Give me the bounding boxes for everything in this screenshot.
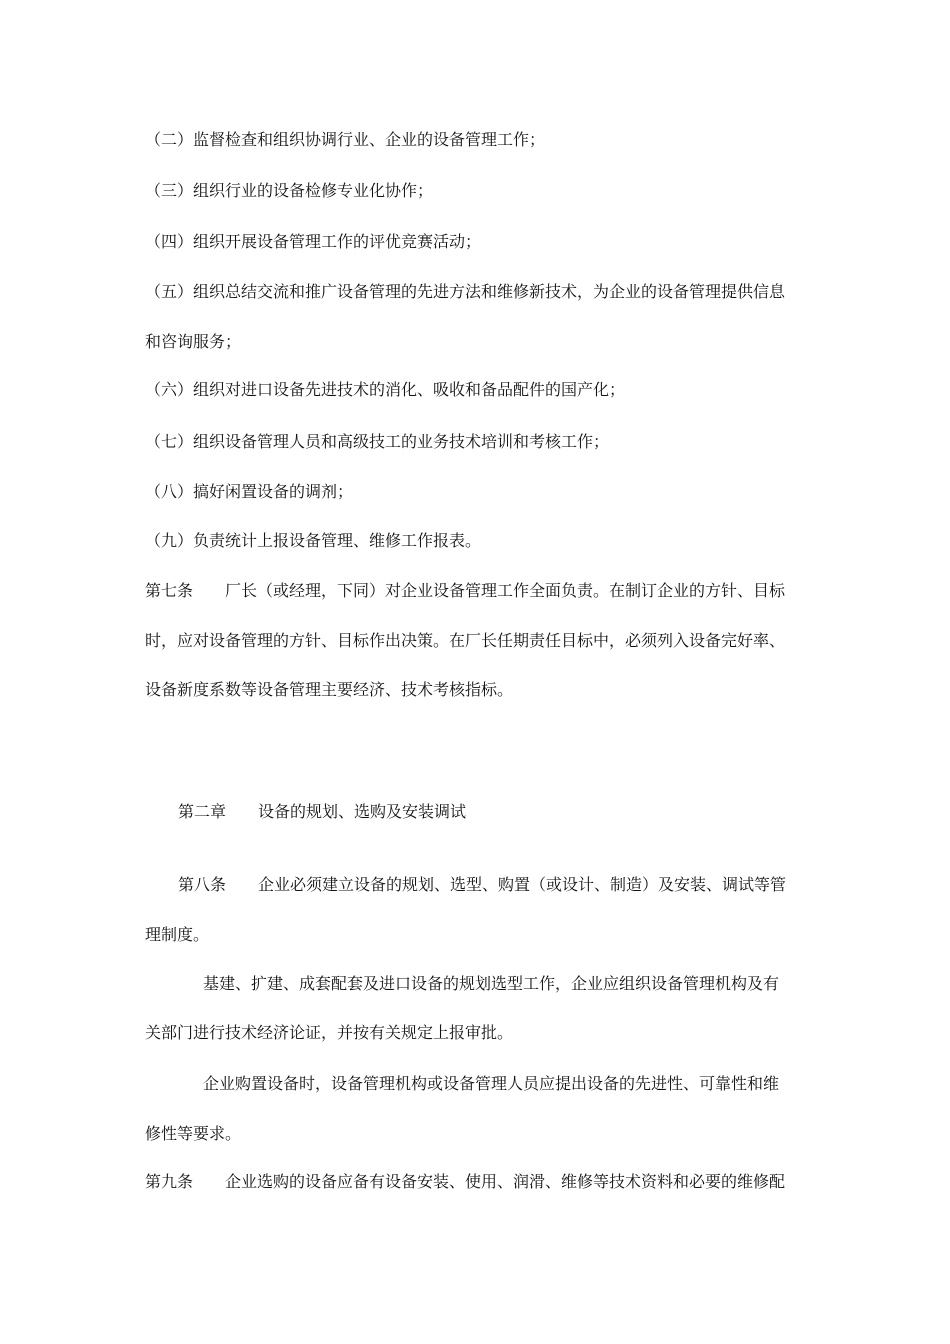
article-7-line-2: 时，应对设备管理的方针、目标作出决策。在厂长任期责任目标中，必须列入设备完好率、 <box>145 631 786 650</box>
item-7: （七）组织设备管理人员和高级技工的业务技术培训和考核工作； <box>145 432 610 451</box>
item-5-line-2: 和咨询服务； <box>145 332 242 351</box>
article-8-para-3-line-2: 修性等要求。 <box>145 1124 242 1143</box>
article-9-label: 第九条 <box>145 1172 194 1191</box>
item-2: （二）监督检查和组织协调行业、企业的设备管理工作； <box>145 130 546 149</box>
item-3: （三）组织行业的设备检修专业化协作； <box>145 181 434 200</box>
item-8: （八）搞好闲置设备的调剂； <box>145 482 354 501</box>
article-9-line-1 <box>145 1172 815 1192</box>
article-8-para-3-line-1: 企业购置设备时，设备管理机构或设备管理人员应提出设备的先进性、可靠性和维 <box>203 1074 780 1093</box>
article-8-line-2: 理制度。 <box>145 925 210 944</box>
item-5-line-1: （五）组织总结交流和推广设备管理的先进方法和维修新技术，为企业的设备管理提供信息 <box>145 282 786 301</box>
chapter-2-title: 设备的规划、选购及安装调试 <box>258 802 467 821</box>
item-6: （六）组织对进口设备先进技术的消化、吸收和备品配件的国产化； <box>145 380 626 399</box>
chapter-2-label: 第二章 <box>178 802 227 821</box>
article-8-para-2-line-2: 关部门进行技术经济论证，并按有关规定上报审批。 <box>145 1023 514 1042</box>
article-9-text-1: 企业选购的设备应备有设备安装、使用、润滑、维修等技术资料和必要的维修配 <box>225 1172 786 1191</box>
item-4: （四）组织开展设备管理工作的评优竞赛活动； <box>145 232 482 251</box>
item-9: （九）负责统计上报设备管理、维修工作报表。 <box>145 531 482 550</box>
article-7-text-1: 厂长（或经理，下同）对企业设备管理工作全面负责。在制订企业的方针、目标 <box>225 581 786 600</box>
article-7-line-1 <box>145 581 815 601</box>
article-8-line-1 <box>178 875 848 895</box>
chapter-2-heading <box>178 802 848 822</box>
article-7-line-3: 设备新度系数等设备管理主要经济、技术考核指标。 <box>145 680 514 699</box>
article-8-label: 第八条 <box>178 875 227 894</box>
article-7-label: 第七条 <box>145 581 194 600</box>
article-8-text-1: 企业必须建立设备的规划、选型、购置（或设计、制造）及安装、调试等管 <box>258 875 787 894</box>
article-8-para-2-line-1: 基建、扩建、成套配套及进口设备的规划选型工作，企业应组织设备管理机构及有 <box>203 974 780 993</box>
